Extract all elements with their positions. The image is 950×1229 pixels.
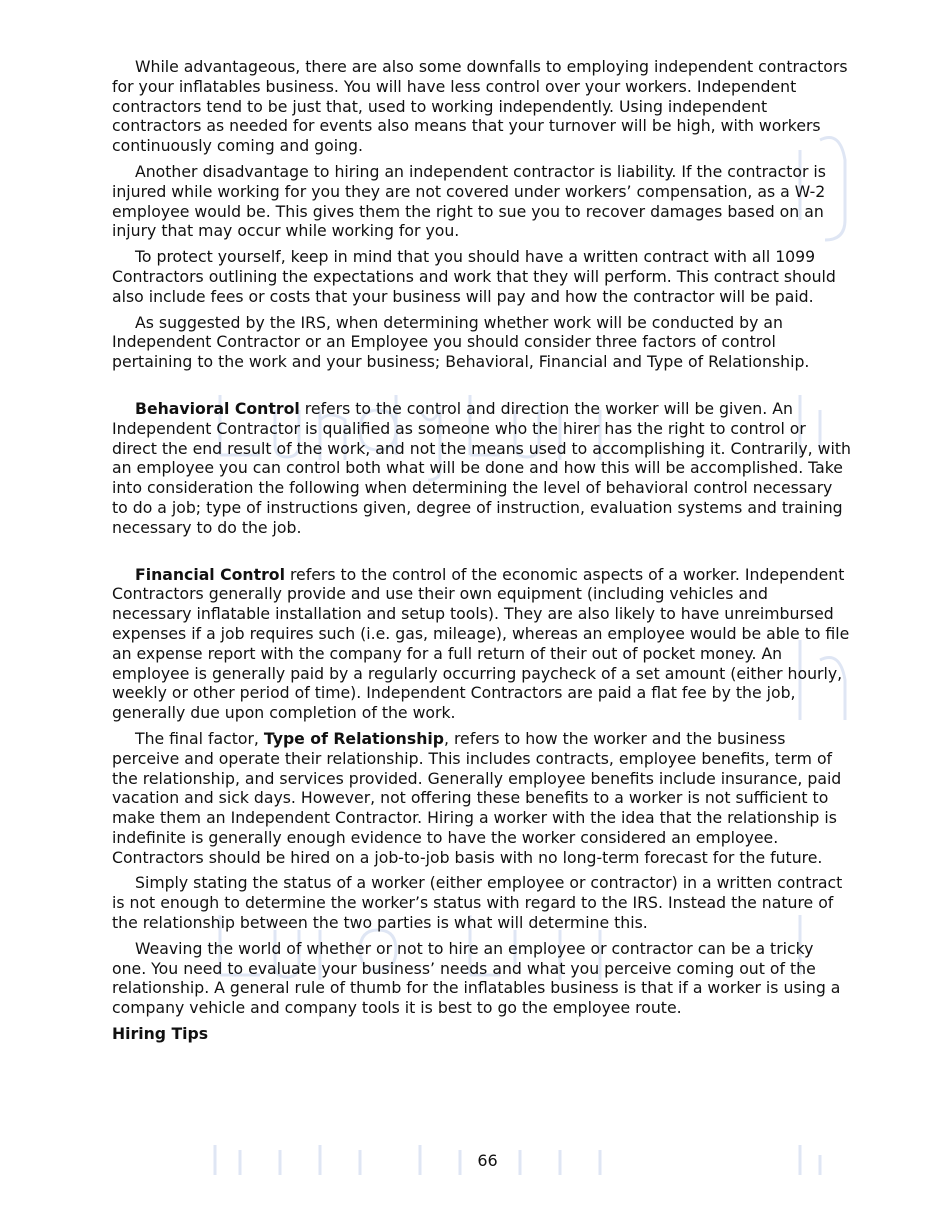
paragraph-text: To protect yourself, keep in mind that you should have a written contract with all 1099 Contractors outlining the expectations and work that they will perform. This contract should also include fees or costs that your business will pay and how the contractor will be paid. xyxy=(112,247,836,306)
paragraph-rule-of-thumb xyxy=(112,939,852,1018)
paragraph-text: , refers to how the worker and the business perceive and operate their relationship. This includes contracts, employee benefits, term of the relationship, and services provided. Generally employee benefits include insurance, paid vacation and sick days. However, not offering these benefits to a worker is not sufficient to make them an Independent Contractor. Hiring a worker with the idea that the relationship is indefinite is generally enough evidence to have the worker considered an employee. Contractors should be hired on a job-to-job basis with no long-term forecast for the future. xyxy=(112,728,842,867)
paragraph-worker-status xyxy=(112,873,852,932)
spacer xyxy=(112,544,852,565)
document-body xyxy=(112,57,852,1044)
term-behavioral-control: Behavioral Control xyxy=(135,398,300,418)
term-financial-control: Financial Control xyxy=(135,564,285,584)
paragraph-text: refers to the control of the economic aspects of a worker. Independent Contractors generally provide and use their own equipment (including vehicles and necessary inflatable installation and setup tools). They are also likely to have unreimbursed expenses if a job requires such (i.e. gas, mileage), whereas an employee would be able to file an expense report with the company for a full return of their out of pocket money. An employee is generally paid by a regularly occurring paycheck of a set amount (either hourly, weekly or other period of time). Independent Contractors are paid a flat fee by the job, generally due upon completion of the work. xyxy=(112,564,850,723)
section-heading-hiring-tips: Hiring Tips xyxy=(112,1024,209,1044)
paragraph-written-contract xyxy=(112,247,852,306)
paragraph-type-of-relationship xyxy=(112,729,852,868)
paragraph-irs-factors xyxy=(112,313,852,372)
paragraph-text: As suggested by the IRS, when determining whether work will be conducted by an Independent Contractor or an Employee you should consider three factors of control pertaining to the work and your business; Behavioral, Financial and Type of Relationship. xyxy=(112,312,810,372)
page-number: 66 xyxy=(477,1151,498,1170)
paragraph-text: Simply stating the status of a worker (either employee or contractor) in a written contract is not enough to determine the worker’s status with regard to the IRS. Instead the nature of the relationship between the two parties is what will determine this. xyxy=(112,873,843,933)
paragraph-financial-control xyxy=(112,565,852,723)
paragraph-downfalls xyxy=(112,57,852,156)
spacer xyxy=(112,378,852,399)
paragraph-text: refers to the control and direction the worker will be given. An Independent Contractor is qualified as someone who the hirer has the right to control or direct the end result of the work, and not the means used to accomplishing it. Contrarily, with an employee you can control both what will be done and how this will be accomplished. Take into consideration the following when determining the level of behavioral control necessary to do a job; type of instructions given, degree of instruction, evaluation systems and training necessary to do the job. xyxy=(112,398,851,537)
term-type-of-relationship: Type of Relationship xyxy=(263,728,444,748)
paragraph-text: While advantageous, there are also some downfalls to employing independent contractors for your inflatables business. You will have less control over your workers. Independent contractors tend to be just that, used to working independently. Using independent contractors as needed for events also means that your turnover will be high, with workers continuously coming and going. xyxy=(112,57,848,156)
paragraph-liability xyxy=(112,162,852,241)
paragraph-behavioral-control xyxy=(112,399,852,538)
paragraph-text: The final factor, xyxy=(135,728,264,748)
paragraph-text: Another disadvantage to hiring an independent contractor is liability. If the contractor is injured while working for you they are not covered under workers’ compensation, as a W-2 employee would be. This gives them the right to sue you to recover damages based on an injury that may occur while working for you. xyxy=(112,161,826,241)
paragraph-text: Weaving the world of whether or not to hire an employee or contractor can be a tricky one. You need to evaluate your business’ needs and what you perceive coming out of the relationship. A general rule of thumb for the inflatables business is that if a worker is using a company vehicle and company tools it is best to go the employee route. xyxy=(112,938,841,1018)
